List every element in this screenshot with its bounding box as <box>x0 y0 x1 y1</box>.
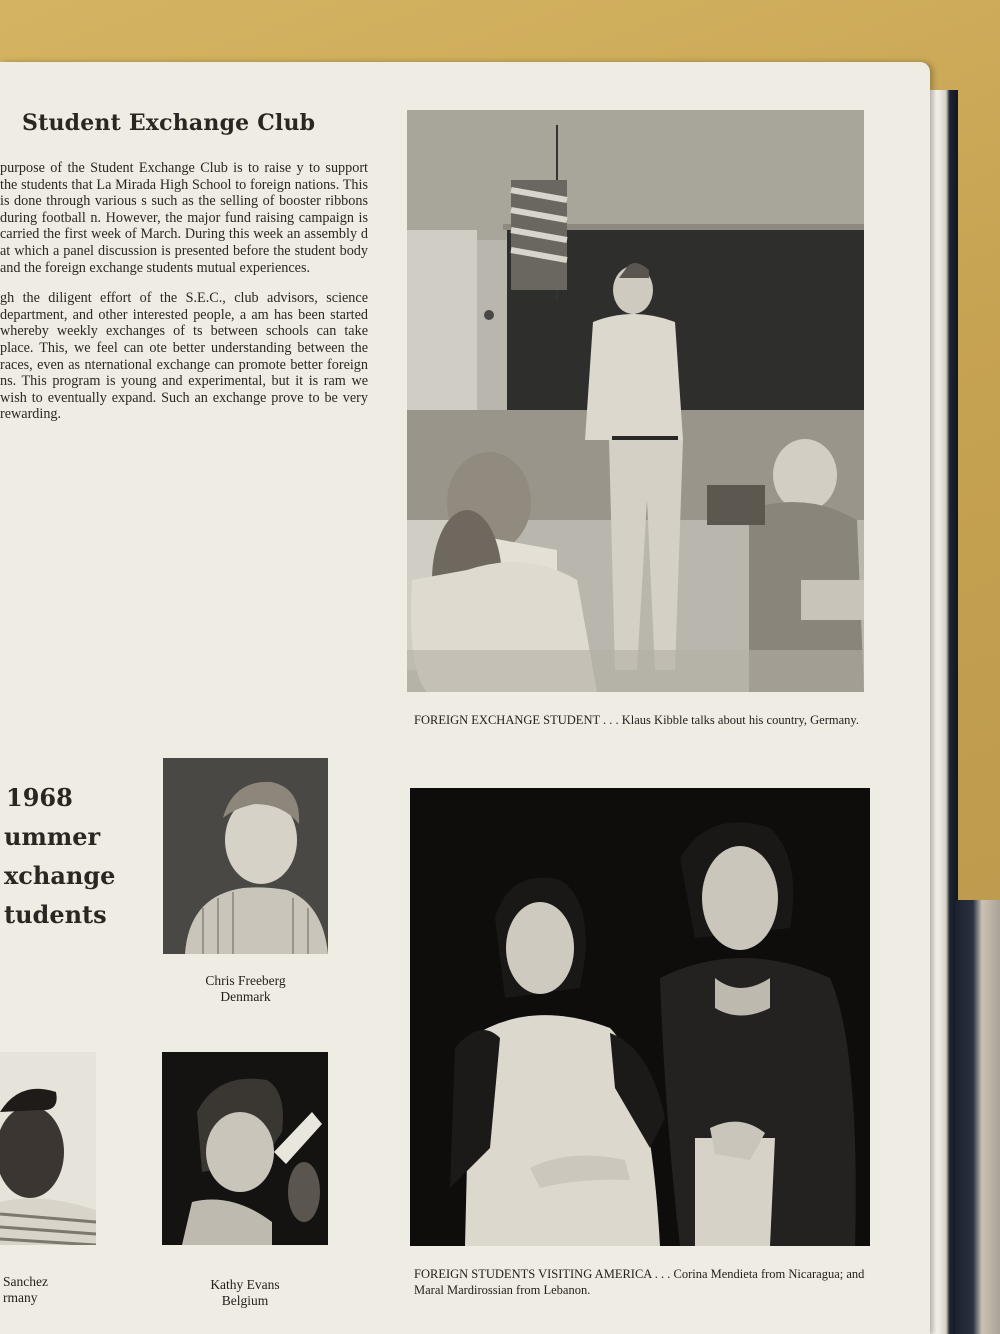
portrait-caption-2 <box>0 1274 60 1306</box>
book-page-edges <box>928 90 958 1334</box>
portrait-country: rmany <box>3 1290 38 1305</box>
article-body <box>0 160 368 423</box>
heading-line-1: 1968 <box>6 783 73 812</box>
classroom-photo-caption: FOREIGN EXCHANGE STUDENT . . . Klaus Kibble talks about his country, Germany. <box>414 713 859 727</box>
book-cover-edge <box>955 900 1000 1334</box>
portrait-chris-freeberg <box>163 758 328 954</box>
heading-line-3: xchange <box>4 861 116 890</box>
heading-line-4: tudents <box>4 900 107 929</box>
portrait-caption-1 <box>163 973 328 1005</box>
portrait-caption-3 <box>162 1277 328 1309</box>
classroom-photo <box>407 110 864 692</box>
summer-exchange-heading <box>4 778 115 934</box>
heading-line-2: ummer <box>4 822 101 851</box>
foreign-students-caption: FOREIGN STUDENTS VISITING AMERICA . . . Corina Mendieta from Nicaragua; and Maral Mardirossian from Lebanon. <box>414 1267 865 1297</box>
portrait-name: Kathy Evans <box>210 1277 280 1292</box>
portrait-name: Sanchez <box>3 1274 48 1289</box>
article-paragraph-2: gh the diligent effort of the S.E.C., club advisors, science department, and other interested people, a am has been started whereby weekly exchanges of ts between schools can take place. This, we feel can ote better understanding between the races, even as nternational exchange can promote better foreign ns. This program is young and experimental, but it is ram we wish to eventually expand. Such an exchange prove to be very rewarding. <box>0 290 368 423</box>
portrait-country: Denmark <box>220 989 271 1004</box>
portrait-kathy-evans <box>162 1052 328 1245</box>
foreign-students-photo <box>410 788 870 1246</box>
portrait-name: Chris Freeberg <box>205 973 286 988</box>
page-title: Student Exchange Club <box>22 110 316 136</box>
portrait-country: Belgium <box>221 1293 269 1308</box>
portrait-sanchez <box>0 1052 96 1245</box>
article-paragraph-1: purpose of the Student Exchange Club is to raise y to support the students that La Mirada High School to foreign nations. This is done through various s such as the selling of booster ribbons during football n. However, the major fund raising campaign is carried the first week of March. During this week an assembly d at which a panel discussion is presented before the student body and the foreign exchange students mutual experiences. <box>0 160 368 276</box>
